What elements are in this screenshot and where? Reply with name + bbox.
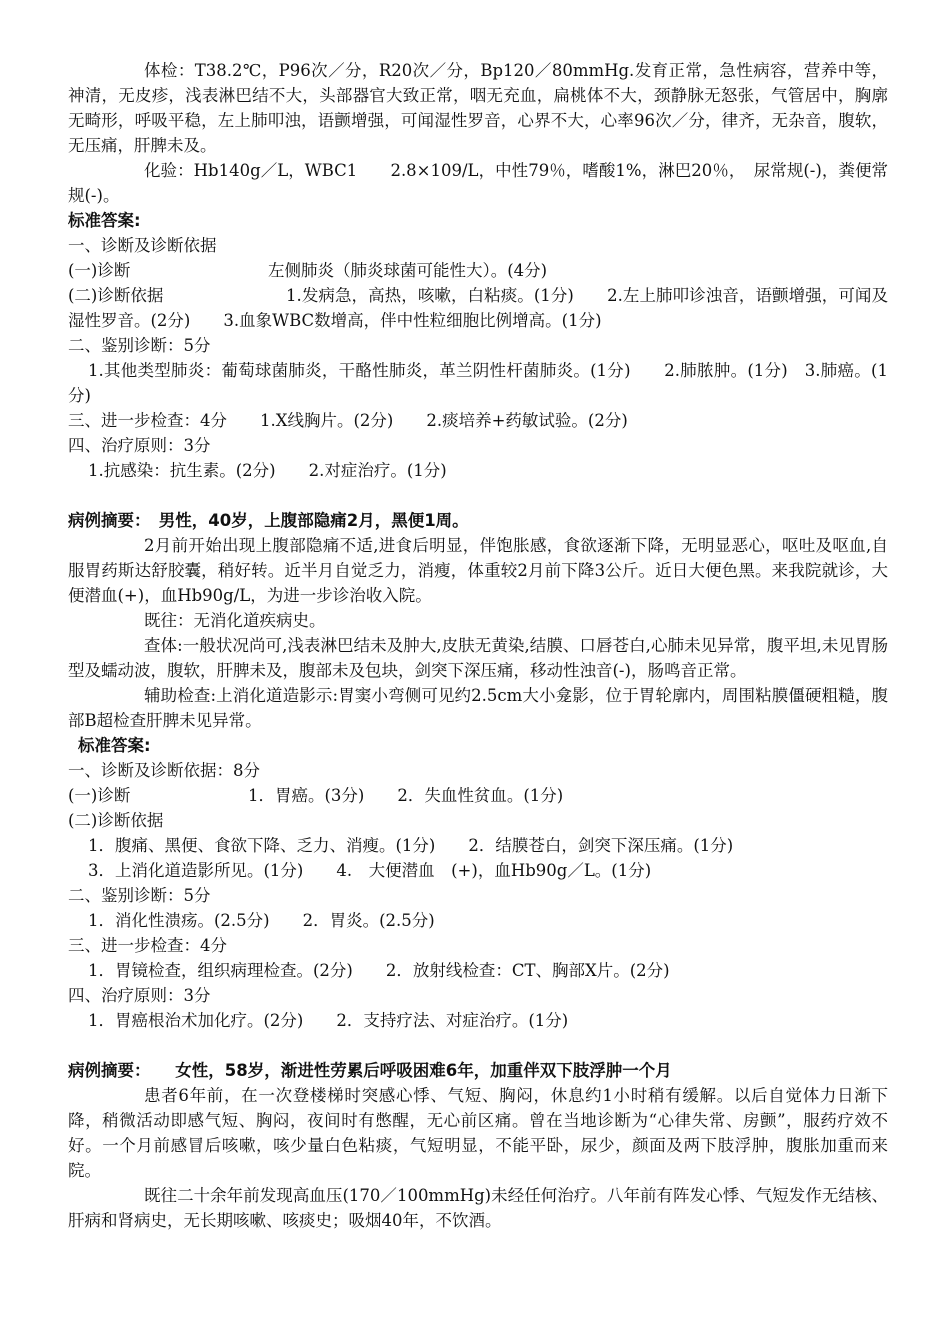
case3-history: 患者6年前，在一次登楼梯时突感心悸、气短、胸闷，休息约1小时稍有缓解。以后自觉体力日渐下降，稍微活动即感气短、胸闷，夜间时有憋醒，无心前区痛。曾在当地诊断为“心律失常、房颤”，服药疗效不好。一个月前感冒后咳嗽，咳少量白色粘痰，气短明显，不能平卧，尿少，颜面及两下肢浮肿，腹胀加重而来院。: [68, 1086, 888, 1180]
case1-diagnosis-text: 左侧肺炎（肺炎球菌可能性大）。(4分): [268, 261, 548, 280]
case2-section4-title: 四、治疗原则：3分: [68, 986, 211, 1005]
case2-section2-title: 二、鉴别诊断：5分: [68, 886, 211, 905]
case1-basis-label: (二)诊断依据: [68, 286, 164, 305]
case2-history: 2月前开始出现上腹部隐痛不适,进食后明显，伴饱胀感，食欲逐渐下降，无明显恶心，呕吐及呕血,自服胃药斯达舒胶囊，稍好转。近半月自觉乏力，消瘦，体重较2月前下降3公斤。近日大便色黑。来我院就诊，大便潜血(+)，血Hb90g/L，为进一步诊治收入院。: [68, 536, 888, 605]
case1-answer-title: 标准答案:: [68, 211, 141, 230]
case1-diagnosis-label: (一)诊断: [68, 261, 131, 280]
case2-summary: 病例摘要： 男性，40岁，上腹部隐痛2月，黑便1周。: [68, 511, 469, 530]
case3-past-history: 既往二十余年前发现高血压(170／100mmHg)未经任何治疗。八年前有阵发心悸、气短发作无结核、肝病和肾病史，无长期咳嗽、咳痰史；吸烟40年，不饮酒。: [68, 1186, 888, 1230]
case2-section1-title: 一、诊断及诊断依据：8分: [68, 761, 260, 780]
case1-section4-title: 四、治疗原则：3分: [68, 436, 211, 455]
case3-summary: 病例摘要： 女性，58岁，渐进性劳累后呼吸困难6年，加重伴双下肢浮肿一个月: [68, 1061, 672, 1080]
case2-further-exam-text: 1．胃镜检查，组织病理检查。(2分) 2．放射线检查：CT、胸部X片。(2分): [88, 961, 670, 980]
case1-lab-results: 化验：Hb140g／L，WBC1 2.8×109/L，中性79％，嗜酸1%，淋巴20％， 尿常规(-)，粪便常规(-)。: [68, 161, 888, 205]
case2-basis-line1: 1．腹痛、黑便、食欲下降、乏力、消瘦。(1分) 2．结膜苍白，剑突下深压痛。(1分): [88, 836, 734, 855]
document-page: [68, 58, 888, 1233]
case1-treatment-text: 1.抗感染：抗生素。(2分) 2.对症治疗。(1分): [88, 461, 447, 480]
case1-basis-row: [68, 283, 888, 333]
case2-basis-line2: 3．上消化道造影所见。(1分) 4. 大便潜血 (+)，血Hb90g／L。(1分): [88, 861, 652, 880]
case1-section1-title: 一、诊断及诊断依据: [68, 236, 217, 255]
case2-section3-title: 三、进一步检查：4分: [68, 936, 227, 955]
case1-section2-title: 二、鉴别诊断：5分: [68, 336, 211, 355]
case2-auxiliary-exam: 辅助检查:上消化道造影示:胃窦小弯侧可见约2.5cm大小龛影，位于胃轮廓内，周围粘膜僵硬粗糙，腹部B超检查肝脾未见异常。: [68, 686, 888, 730]
case2-physical-exam: 查体:一般状况尚可,浅表淋巴结未及肿大,皮肤无黄染,结膜、口唇苍白,心肺未见异常，腹平坦,未见胃肠型及蠕动波，腹软，肝脾未及，腹部未及包块，剑突下深压痛，移动性浊音(-)，肠鸣音正常。: [68, 636, 888, 680]
case1-differential-text: 1.其他类型肺炎：葡萄球菌肺炎，干酪性肺炎，革兰阴性杆菌肺炎。(1分) 2.肺脓肿。(1分) 3.肺癌。(1分): [68, 361, 888, 405]
case2-treatment-text: 1．胃癌根治术加化疗。(2分) 2．支持疗法、对症治疗。(1分): [88, 1011, 569, 1030]
case2-past-history: 既往：无消化道疾病史。: [144, 611, 326, 630]
case2-basis-label: (二)诊断依据: [68, 811, 164, 830]
case2-diagnosis-label: (一)诊断: [68, 786, 131, 805]
case1-diagnosis-row: [68, 258, 888, 283]
case1-physical-exam: 体检：T38.2℃，P96次／分，R20次／分，Bp120／80mmHg.发育正常，急性病容，营养中等，神清，无皮疹，浅表淋巴结不大，头部器官大致正常，咽无充血，扁桃体不大，颈静脉无怒张，气管居中，胸廓无畸形，呼吸平稳，左上肺叩浊，语颤增强，可闻湿性罗音，心界不大，心率96次／分，律齐，无杂音，腹软，无压痛，肝脾未及。: [68, 61, 888, 155]
case2-differential-text: 1．消化性溃疡。(2.5分) 2．胃炎。(2.5分): [88, 911, 435, 930]
case2-diagnosis-text: 1．胃癌。(3分) 2．失血性贫血。(1分): [248, 786, 564, 805]
case2-diagnosis-row: [68, 783, 888, 808]
case1-basis-text: 1.发病急，高热，咳嗽，白粘痰。(1分) 2.左上肺叩诊浊音，语颤增强，可闻及湿性罗音。(2分) 3.血象WBC数增高，伴中性粒细胞比例增高。(1分): [68, 286, 888, 330]
case1-section3: 三、进一步检查：4分 1.X线胸片。(2分) 2.痰培养+药敏试验。(2分): [68, 411, 628, 430]
case2-answer-title: 标准答案:: [78, 736, 151, 755]
